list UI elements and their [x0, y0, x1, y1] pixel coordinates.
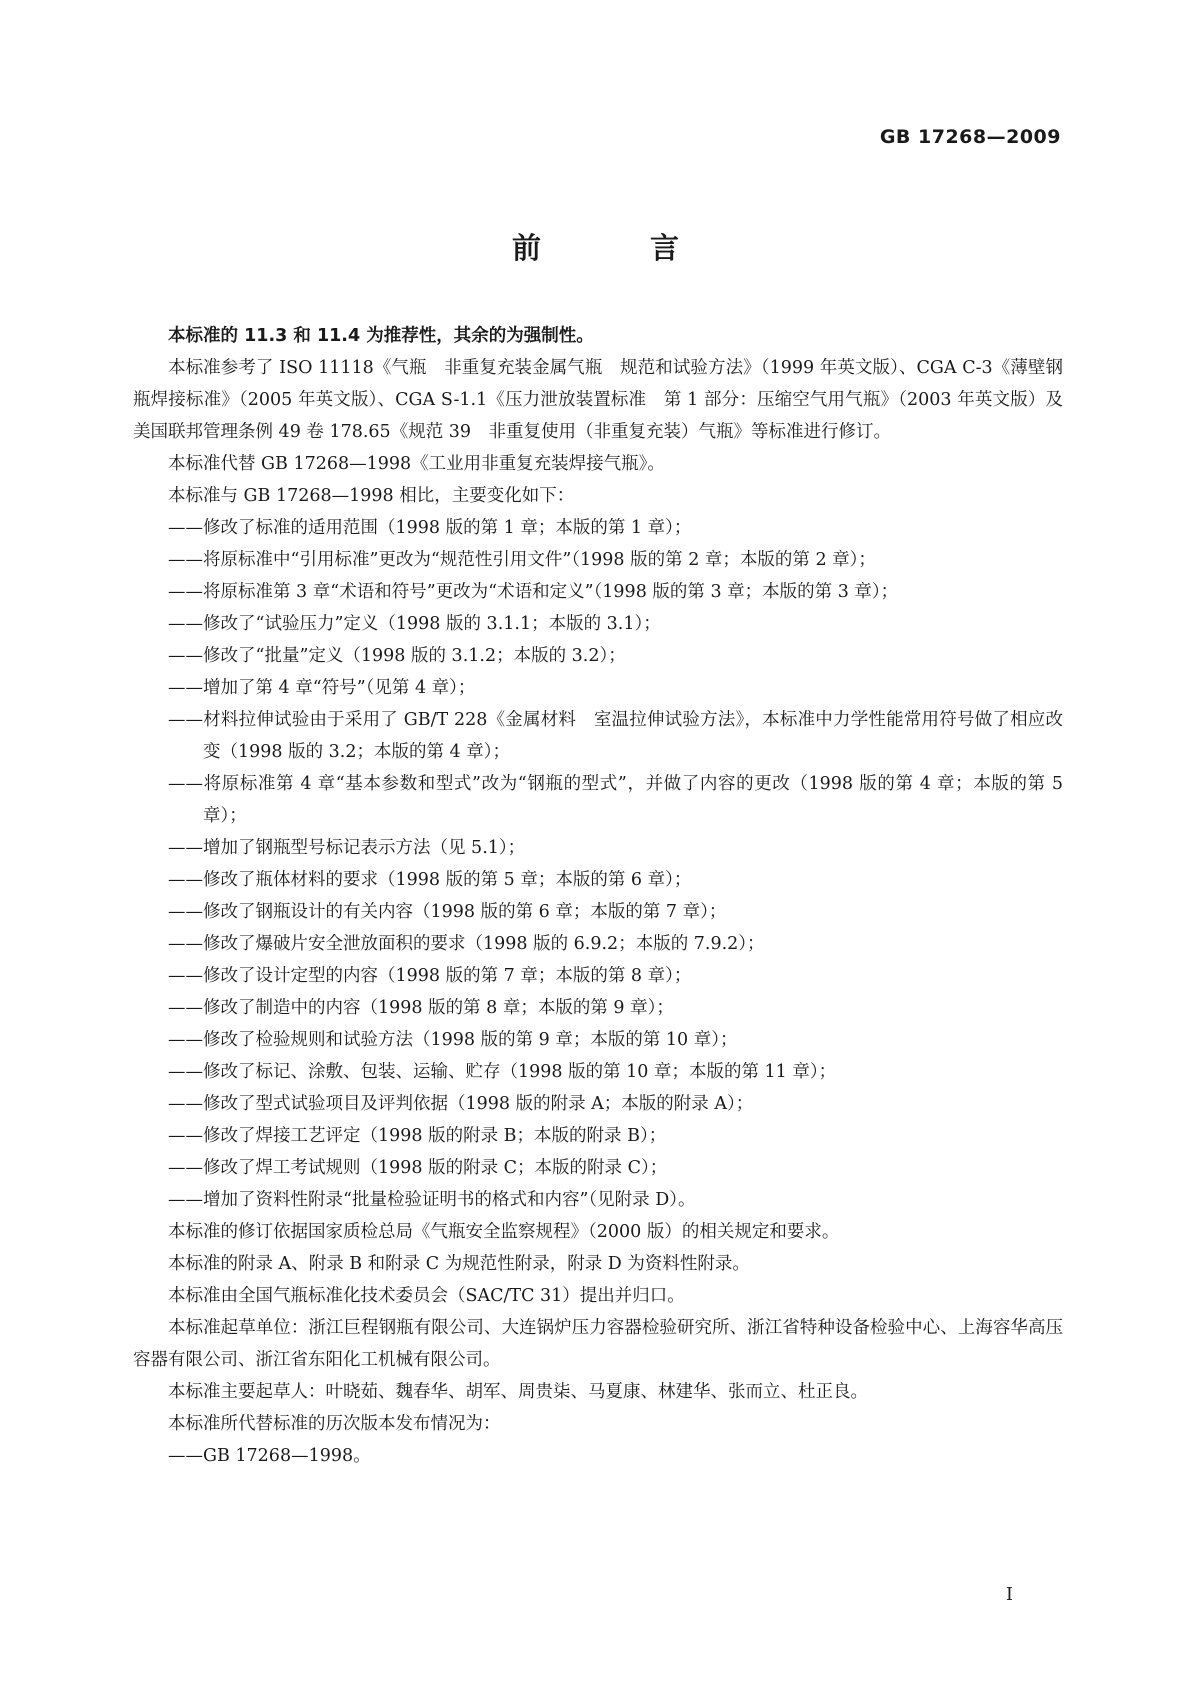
page-number: I	[1005, 1584, 1013, 1605]
list-item: ——增加了钢瓶型号标记表示方法（见 5.1）；	[168, 838, 526, 858]
list-item: ——将原标准中“引用标准”更改为“规范性引用文件”（1998 版的第 2 章；本版的第 2 章）；	[168, 550, 876, 570]
paragraph-previous-versions: 本标准所代替标准的历次版本发布情况为：	[168, 1414, 501, 1434]
list-item: ——材料拉伸试验由于采用了 GB/T 228《金属材料 室温拉伸试验方法》，本标准中力学性能常用符号做了相应改变（1998 版的 3.2；本版的第 4 章）；	[168, 710, 1063, 762]
list-item: ——修改了焊接工艺评定（1998 版的附录 B；本版的附录 B）；	[168, 1126, 667, 1146]
paragraph-drafting-units: 本标准起草单位：浙江巨程钢瓶有限公司、大连锅炉压力容器检验研究所、浙江省特种设备检验中心、上海容华高压容器有限公司、浙江省东阳化工机械有限公司。	[133, 1318, 1063, 1370]
list-item: ——增加了资料性附录“批量检验证明书的格式和内容”（见附录 D）。	[168, 1190, 696, 1210]
list-item: ——修改了检验规则和试验方法（1998 版的第 9 章；本版的第 10 章）；	[168, 1030, 738, 1050]
paragraph-committee: 本标准由全国气瓶标准化技术委员会（SAC/TC 31）提出并归口。	[168, 1286, 685, 1306]
paragraph-recommendation: 本标准的 11.3 和 11.4 为推荐性，其余的为强制性。	[168, 326, 594, 346]
list-item: ——修改了标记、涂敷、包装、运输、贮存（1998 版的第 10 章；本版的第 11 章）；	[168, 1062, 837, 1082]
changes-list	[133, 512, 1063, 1216]
paragraph-basis: 本标准的修订依据国家质检总局《气瓶安全监察规程》（2000 版）的相关规定和要求。	[168, 1222, 840, 1242]
list-item: ——修改了“批量”定义（1998 版的 3.1.2；本版的 3.2）；	[168, 646, 626, 666]
list-item: ——修改了钢瓶设计的有关内容（1998 版的第 6 章；本版的第 7 章）；	[168, 902, 727, 922]
list-item: ——将原标准第 3 章“术语和符号”更改为“术语和定义”（1998 版的第 3 章；本版的第 3 章）；	[168, 582, 899, 602]
list-item: ——修改了型式试验项目及评判依据（1998 版的附录 A；本版的附录 A）；	[168, 1094, 754, 1114]
list-item: ——修改了焊工考试规则（1998 版的附录 C；本版的附录 C）；	[168, 1158, 668, 1178]
list-item: ——修改了设计定型的内容（1998 版的第 7 章；本版的第 8 章）；	[168, 966, 692, 986]
paragraph-references: 本标准参考了 ISO 11118《气瓶 非重复充装金属气瓶 规范和试验方法》（1999 年英文版）、CGA C-3《薄壁钢瓶焊接标准》（2005 年英文版）、CGA S-1.1《压力泄放装置标准 第 1 部分：压缩空气用气瓶》（2003 年英文版）及美国联邦管理条例 49 卷 178.65《规范 39 非重复使用（非重复充装）气瓶》等标准进行修订。	[133, 358, 1063, 442]
paragraph-changes-intro: 本标准与 GB 17268—1998 相比，主要变化如下：	[168, 486, 575, 506]
page-title: 前 言	[511, 231, 719, 265]
paragraph-replaces: 本标准代替 GB 17268—1998《工业用非重复充装焊接气瓶》。	[168, 454, 665, 474]
list-item: ——修改了“试验压力”定义（1998 版的 3.1.1；本版的 3.1）；	[168, 614, 661, 634]
previous-versions-list	[133, 1440, 1063, 1472]
list-item: ——GB 17268—1998。	[168, 1446, 371, 1466]
paragraph-drafters: 本标准主要起草人：叶晓茹、魏春华、胡军、周贵柒、马夏康、林建华、张而立、杜正良。	[168, 1382, 868, 1402]
paragraph-annexes: 本标准的附录 A、附录 B 和附录 C 为规范性附录，附录 D 为资料性附录。	[168, 1254, 750, 1274]
list-item: ——修改了瓶体材料的要求（1998 版的第 5 章；本版的第 6 章）；	[168, 870, 692, 890]
standard-code: GB 17268—2009	[879, 126, 1061, 148]
foreword-body	[133, 320, 1063, 1472]
list-item: ——增加了第 4 章“符号”（见第 4 章）；	[168, 678, 476, 698]
list-item: ——修改了制造中的内容（1998 版的第 8 章；本版的第 9 章）；	[168, 998, 674, 1018]
list-item: ——将原标准第 4 章“基本参数和型式”改为“钢瓶的型式”，并做了内容的更改（1998 版的第 4 章；本版的第 5 章）；	[168, 774, 1063, 826]
list-item: ——修改了爆破片安全泄放面积的要求（1998 版的 6.9.2；本版的 7.9.2）；	[168, 934, 765, 954]
list-item: ——修改了标准的适用范围（1998 版的第 1 章；本版的第 1 章）；	[168, 518, 692, 538]
